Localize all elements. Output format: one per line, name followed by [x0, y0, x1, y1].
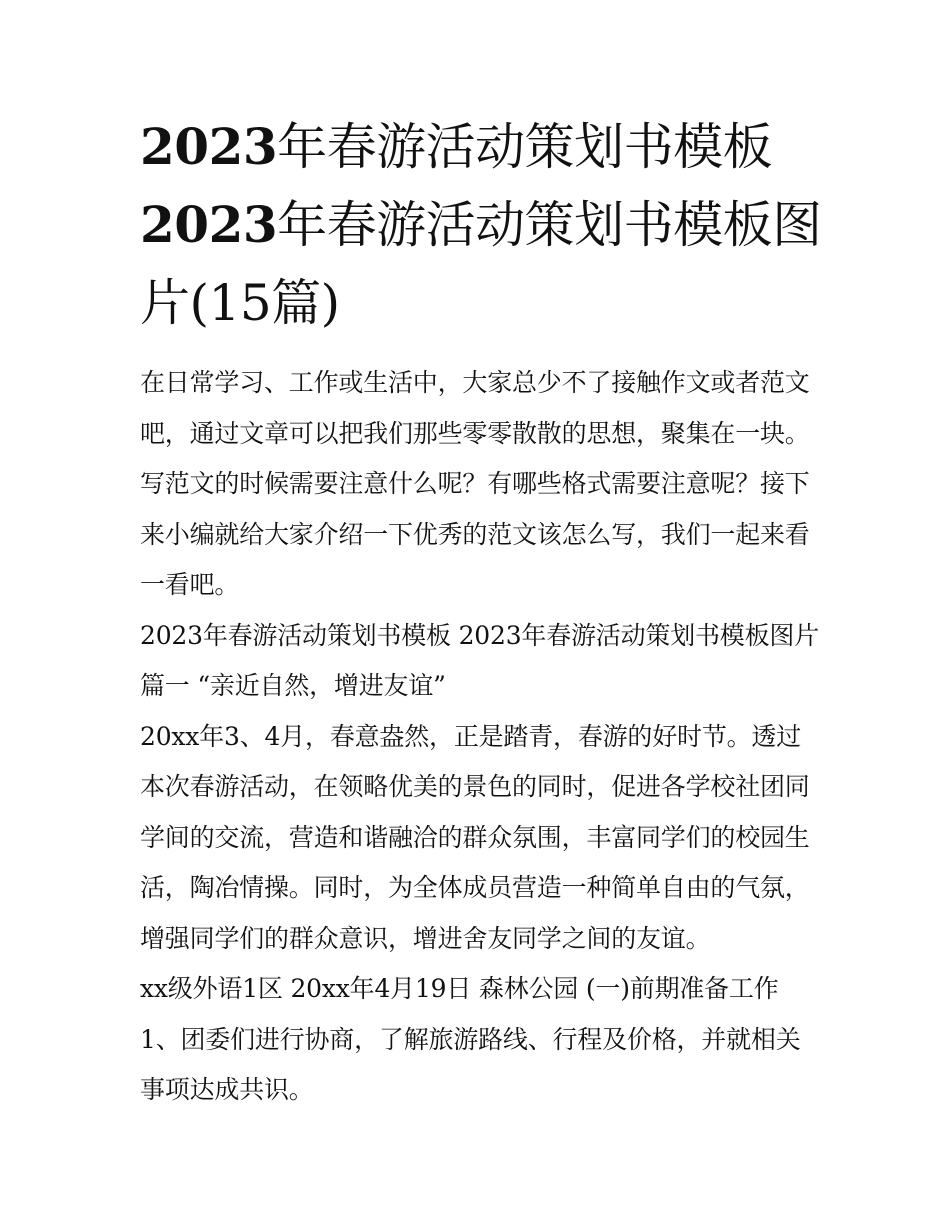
- title-text: 年春游活动策划书模板: [277, 118, 773, 176]
- paragraph-purpose: 20xx年3、4月，春意盎然，正是踏青，春游的好时节。透过本次春游活动，在领略优美的景色的同时，促进各学校社团同学间的交流，营造和谐融洽的群众氛围，丰富同学们的校园生活，陶冶情操。同时，为全体成员营造一种简单自由的气氛，增强同学们的群众意识，增进舍友同学之间的友谊。: [140, 721, 810, 953]
- paragraph-step-1: 1、团委们进行协商，了解旅游路线、行程及价格，并就相关事项达成共识。: [140, 1024, 801, 1104]
- title-year: 2023: [140, 117, 278, 176]
- document-body: [140, 358, 820, 1116]
- title-line-2: [140, 186, 820, 264]
- document-title: [140, 108, 820, 342]
- paragraph-intro: 在日常学习、工作或生活中，大家总少不了接触作文或者范文吧，通过文章可以把我们那些零零散散的思想，聚集在一块。写范文的时候需要注意什么呢？有哪些格式需要注意呢？接下来小编就给大家介绍一下优秀的范文该怎么写，我们一起来看一看吧。: [140, 368, 810, 599]
- document-page: [140, 108, 820, 1116]
- title-text: 年春游活动策划书模板图: [277, 196, 822, 254]
- paragraph-event-info: xx级外语1区 20xx年4月19日 森林公园 (一)前期准备工作: [140, 974, 779, 1003]
- paragraph-section-heading: 篇一 “亲近自然，增进友谊”: [140, 671, 446, 700]
- title-line-3: [140, 264, 820, 342]
- paragraph-subtitle: 2023年春游活动策划书模板 2023年春游活动策划书模板图片: [140, 620, 819, 650]
- title-line-1: [140, 108, 820, 186]
- title-year: 2023: [140, 195, 278, 254]
- title-text: 片(15篇): [140, 274, 340, 332]
